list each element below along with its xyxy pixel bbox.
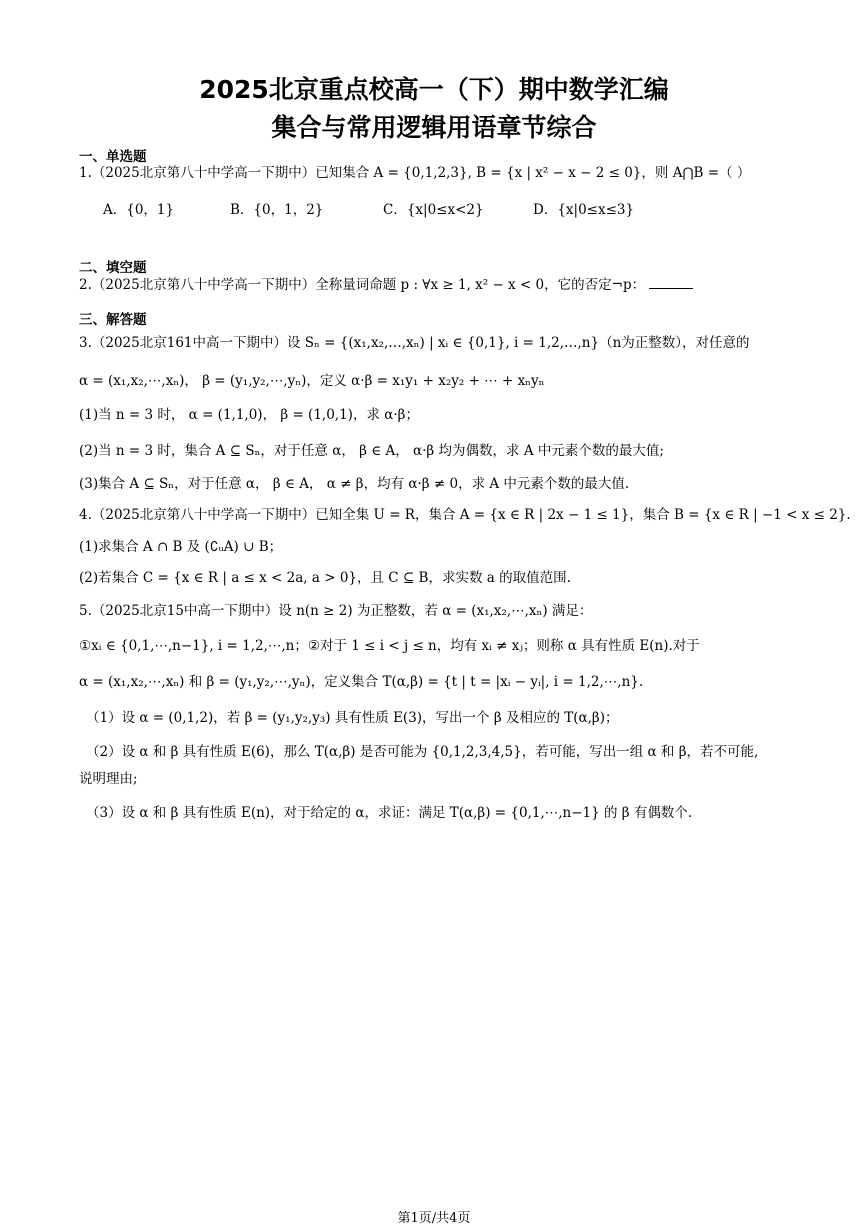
question-5-line-3: α = (x₁,x₂,⋯,xₙ) 和 β = (y₁,y₂,⋯,yₙ)，定义集合 T(α,β) = {t | t = |xᵢ − yᵢ|, i = 1,2,⋯,n}. (79, 674, 644, 690)
question-3-part-2: (2)当 n = 3 时，集合 A ⊆ Sₙ，对于任意 α， β ∈ A， α·β 均为偶数，求 A 中元素个数的最大值; (79, 443, 664, 459)
section-heading-single-choice: 一、单选题 (79, 149, 147, 165)
question-3-line-1: 3.（2025北京161中高一下期中）设 Sₙ = {(x₁,x₂,…,xₙ) | xᵢ ∈ {0,1}, i = 1,2,…,n}（n为正整数），对任意的 (79, 335, 750, 351)
question-3-part-3: (3)集合 A ⊆ Sₙ，对于任意 α， β ∈ A， α ≠ β，均有 α·β ≠ 0，求 A 中元素个数的最大值. (79, 476, 630, 492)
answer-blank (649, 276, 693, 289)
question-3-line-2: α = (x₁,x₂,⋯,xₙ)， β = (y₁,y₂,⋯,yₙ)，定义 α·β = x₁y₁ + x₂y₂ + ⋯ + xₙyₙ (79, 373, 545, 389)
question-4-part-1: (1)求集合 A ∩ B 及 (∁ᵤA) ∪ B； (79, 539, 283, 555)
question-5-part-2: （2）设 α 和 β 具有性质 E(6)，那么 T(α,β) 是否可能为 {0,1,2,3,4,5}，若可能，写出一组 α 和 β，若不可能, (86, 744, 759, 760)
question-5-part-1: （1）设 α = (0,1,2)，若 β = (y₁,y₂,y₃) 具有性质 E(3)，写出一个 β 及相应的 T(α,β)； (86, 710, 619, 726)
question-3-part-1: (1)当 n = 3 时， α = (1,1,0)， β = (1,0,1)，求 α·β； (79, 407, 419, 423)
question-5-line-2: ①xᵢ ∈ {0,1,⋯,n−1}, i = 1,2,⋯,n；②对于 1 ≤ i < j ≤ n，均有 xᵢ ≠ xⱼ；则称 α 具有性质 E(n).对于 (79, 638, 700, 654)
question-1-option-c: C．{x|0≤x<2} (383, 202, 484, 218)
question-4-part-2: (2)若集合 C = {x ∈ R | a ≤ x < 2a, a > 0}，且 C ⊆ B，求实数 a 的取值范围. (79, 570, 571, 586)
question-4-line-1: 4.（2025北京第八十中学高一下期中）已知全集 U = R，集合 A = {x ∈ R | 2x − 1 ≤ 1}，集合 B = {x ∈ R | −1 < x ≤ 2}. (79, 507, 851, 523)
page-title-line1: 2025北京重点校高一（下）期中数学汇编 (199, 75, 669, 104)
question-1-option-a: A．{0，1} (103, 202, 175, 218)
section-heading-answer: 三、解答题 (79, 312, 147, 328)
section-heading-fill-blank: 二、填空题 (79, 260, 147, 276)
question-5-part-2-cont: 说明理由; (79, 771, 138, 787)
question-1-stem: 1.（2025北京第八十中学高一下期中）已知集合 A = {0,1,2,3}, B = {x | x² − x − 2 ≤ 0}，则 A⋂B =（ ） (79, 165, 751, 181)
page-title-line2: 集合与常用逻辑用语章节综合 (271, 113, 597, 142)
question-1-option-b: B．{0，1，2} (230, 202, 324, 218)
page-footer: 第1页/共4页 (397, 1211, 471, 1226)
question-5-part-3: （3）设 α 和 β 具有性质 E(n)，对于给定的 α，求证：满足 T(α,β) = {0,1,⋯,n−1} 的 β 有偶数个. (86, 805, 693, 821)
question-5-line-1: 5.（2025北京15中高一下期中）设 n(n ≥ 2) 为正整数，若 α = (x₁,x₂,⋯,xₙ) 满足： (79, 603, 593, 619)
question-1-option-d: D．{x|0≤x≤3} (533, 202, 635, 218)
question-2-text: 2.（2025北京第八十中学高一下期中）全称量词命题 p : ∀x ≥ 1, x² − x < 0，它的否定¬p： (79, 277, 646, 293)
question-2-stem (79, 275, 798, 295)
